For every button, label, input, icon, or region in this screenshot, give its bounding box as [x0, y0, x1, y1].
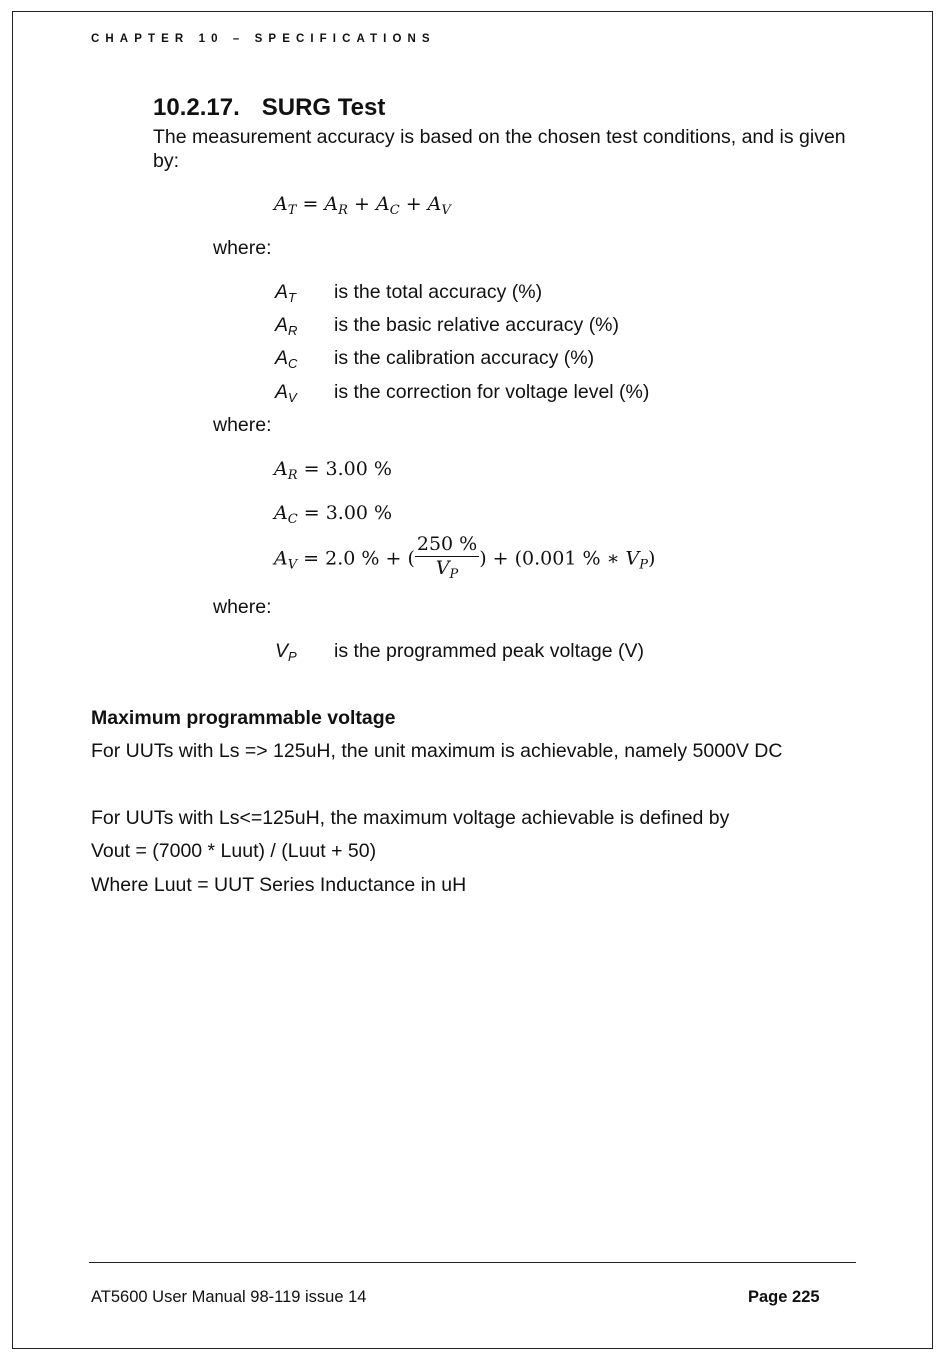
def-symbol-ac: $A_C$ [275, 347, 298, 371]
intro-paragraph: The measurement accuracy is based on the chosen test conditions, and is given by: [153, 126, 846, 172]
eq-term1-sub: R [338, 203, 348, 218]
max-voltage-formula: Vout = (7000 * Luut) / (Luut + 50) [91, 840, 377, 862]
equation-ac: $A_C = 3.00$ % [274, 502, 393, 527]
def-symbol-at: $A_T$ [275, 281, 296, 305]
def-symbol-vp: $V_P$ [275, 640, 297, 664]
eq-term1: A [324, 193, 339, 215]
running-header: CHAPTER 10 – SPECIFICATIONS [91, 33, 436, 45]
eq-lhs: A [274, 193, 288, 215]
eq-term3-sub: V [441, 203, 451, 218]
section-title: SURG Test [261, 94, 386, 121]
where-label-1: where: [213, 237, 272, 259]
eq-equals: = [302, 193, 319, 215]
section-number: 10.2.17. [153, 94, 240, 121]
def-symbol-ar: $A_R$ [275, 314, 298, 338]
eq-plus2: + [405, 193, 422, 215]
main-equation [274, 193, 451, 218]
where-label-2: where: [213, 414, 272, 436]
max-voltage-line1: For UUTs with Ls => 125uH, the unit maximum is achievable, namely 5000V DC [91, 740, 783, 762]
max-voltage-line2: For UUTs with Ls<=125uH, the maximum voltage achievable is defined by [91, 807, 730, 829]
fraction: $\frac{250 \%}{V_P}$ [416, 533, 478, 582]
eq-term2: A [375, 193, 390, 215]
section-heading [153, 94, 385, 122]
footer-manual-info: AT5600 User Manual 98-119 issue 14 [91, 1288, 367, 1306]
max-voltage-heading: Maximum programmable voltage [91, 707, 396, 729]
def-text-ac: is the calibration accuracy (%) [334, 347, 595, 369]
page-border [12, 11, 933, 1349]
equation-ar: $A_R = 3.00$ % [274, 458, 392, 483]
where-label-3: where: [213, 596, 272, 618]
footer-page-number: Page 225 [748, 1288, 820, 1306]
def-text-av: is the correction for voltage level (%) [334, 381, 650, 403]
max-voltage-line4: Where Luut = UUT Series Inductance in uH [91, 874, 467, 896]
def-text-ar: is the basic relative accuracy (%) [334, 314, 620, 336]
eq-term2-sub: C [389, 203, 400, 218]
eq-plus1: + [354, 193, 370, 215]
def-symbol-av: $A_V$ [275, 381, 297, 405]
eq-term3: A [427, 193, 442, 215]
def-text-at: is the total accuracy (%) [334, 281, 543, 303]
eq-lhs-sub: T [287, 203, 297, 218]
footer-divider [89, 1262, 856, 1263]
equation-av: $A_V = 2.0$ % + ( $\frac{250 \%}{V_P}$ ) + (0.001 % ∗ $V_P$) [274, 533, 655, 586]
def-text-vp: is the programmed peak voltage (V) [334, 640, 644, 662]
